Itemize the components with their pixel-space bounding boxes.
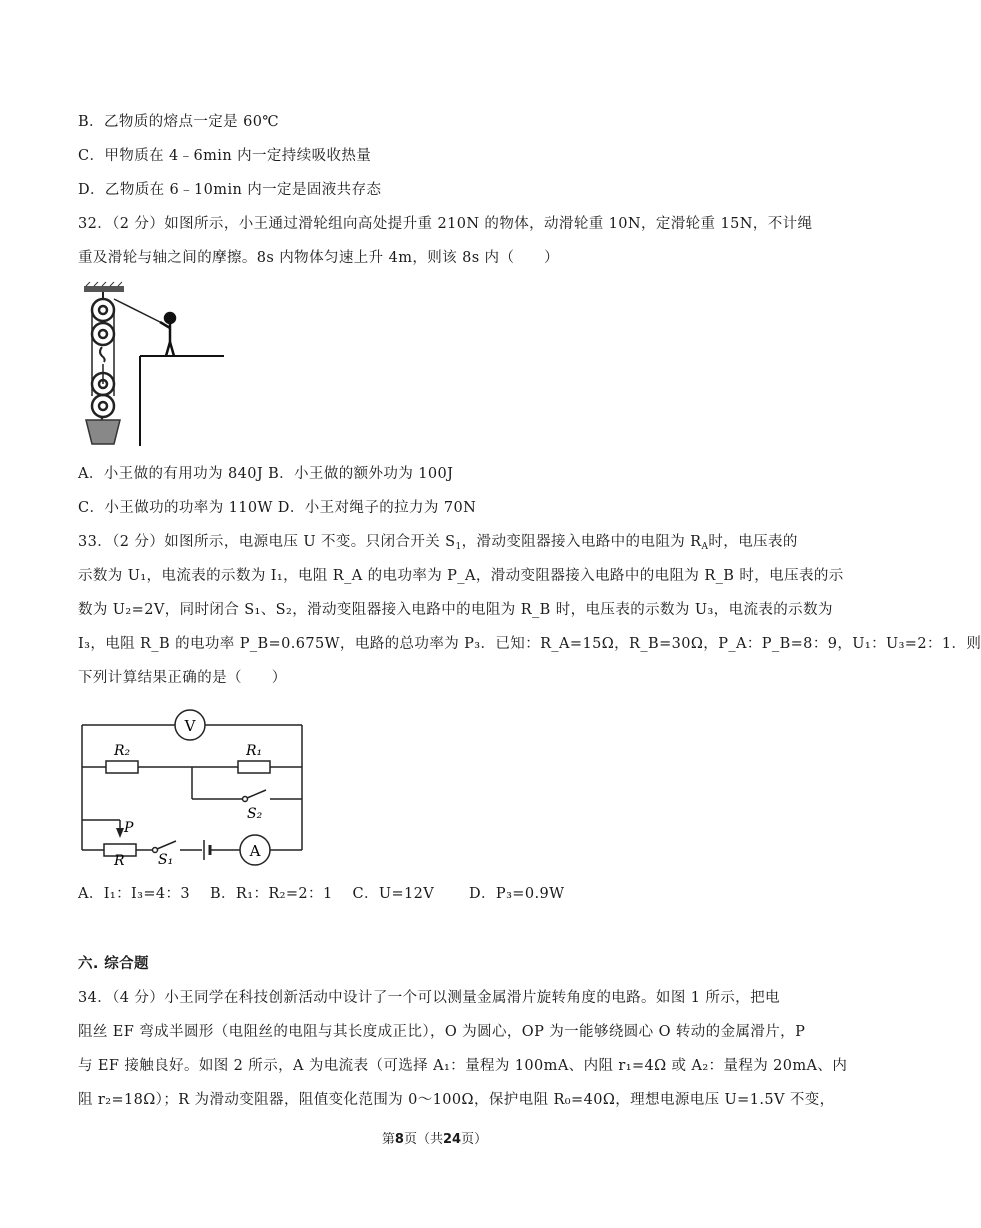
section-heading: 六. 综合题	[78, 956, 149, 972]
s1-label: S₁	[158, 852, 174, 868]
q32-stem-line2: 重及滑轮与轴之间的摩擦。8s 内物体匀速上升 4m，则该 8s 内（ ）	[78, 250, 560, 266]
q31-option-c: C．甲物质在 4﹣6min 内一定持续吸收热量	[78, 148, 372, 164]
movable-pulley	[92, 373, 114, 417]
ceiling	[84, 286, 124, 292]
platform	[140, 356, 224, 446]
q33-line4: I₃，电阻 R_B 的电功率 P_B=0.675W，电路的总功率为 P₃．已知：R_A=15Ω，R_B=30Ω，P_A：P_B=8：9，U₁：U₃=2：1．则	[78, 636, 981, 652]
q33-line1: 33．（2 分）如图所示，电源电压 U 不变。只闭合开关 $S_1$，滑动变阻器接入电路中的电阻为 $R_A$时，电压表的	[78, 534, 798, 552]
switch-s2	[243, 797, 248, 802]
voltmeter-label: V	[184, 717, 196, 735]
ammeter-label: A	[249, 842, 261, 860]
page-footer: 第8页（共24页）	[381, 1132, 488, 1147]
q34-line1: 34．（4 分）小王同学在科技创新活动中设计了一个可以测量金属滑片旋转角度的电路。如图 1 所示，把电	[78, 990, 780, 1006]
q34-line4: 阻 r₂=18Ω）；R 为滑动变阻器，阻值变化范围为 0～100Ω，保护电阻 R₀=40Ω，理想电源电压 U=1.5V 不变，	[78, 1092, 835, 1108]
switch-s1	[153, 848, 158, 853]
q32-options-line2: C．小王做功的功率为 110W D．小王对绳子的拉力为 70N	[78, 500, 477, 516]
resistor-r1	[238, 761, 270, 773]
s2-label: S₂	[247, 806, 263, 822]
fixed-pulley	[92, 299, 114, 345]
q31-option-d: D．乙物质在 6﹣10min 内一定是固液共存态	[78, 182, 382, 198]
load-bucket	[86, 420, 120, 444]
slider-p-label: P	[124, 820, 134, 836]
rheostat-label: R	[114, 853, 125, 869]
r2-label: R₂	[114, 743, 131, 759]
q32-options-line1: A．小王做的有用功为 840J B．小王做的额外功为 100J	[78, 466, 454, 482]
q34-line3: 与 EF 接触良好。如图 2 所示，A 为电流表（可选择 A₁：量程为 100mA、内阻 r₁=4Ω 或 A₂：量程为 20mA、内	[78, 1058, 848, 1074]
q33-line2: 示数为 U₁，电流表的示数为 I₁，电阻 R_A 的电功率为 P_A，滑动变阻器接入电路中的电阻为 R_B 时，电压表的示	[78, 568, 844, 584]
pulley-figure	[78, 284, 230, 450]
resistor-r2	[106, 761, 138, 773]
q32-stem-line1: 32．（2 分）如图所示，小王通过滑轮组向高处提升重 210N 的物体，动滑轮重 10N，定滑轮重 15N，不计绳	[78, 216, 813, 232]
q33-line5: 下列计算结果正确的是（ ）	[78, 670, 287, 686]
person	[160, 313, 175, 356]
r1-label: R₁	[246, 743, 263, 759]
q31-option-b: B．乙物质的熔点一定是 60℃	[78, 114, 279, 130]
circuit-diagram	[78, 704, 310, 868]
q34-line2: 阻丝 EF 弯成半圆形（电阻丝的电阻与其长度成正比），O 为圆心，OP 为一能够绕圆心 O 转动的金属滑片，P	[78, 1024, 806, 1040]
slider-arrow	[116, 828, 124, 838]
q33-line3: 数为 U₂=2V，同时闭合 S₁、S₂，滑动变阻器接入电路中的电阻为 R_B 时，电压表的示数为 U₃，电流表的示数为	[78, 602, 833, 618]
q33-options: A．I₁：I₃=4：3 B．R₁：R₂=2：1 C．U=12V D．P₃=0.9W	[78, 886, 565, 902]
